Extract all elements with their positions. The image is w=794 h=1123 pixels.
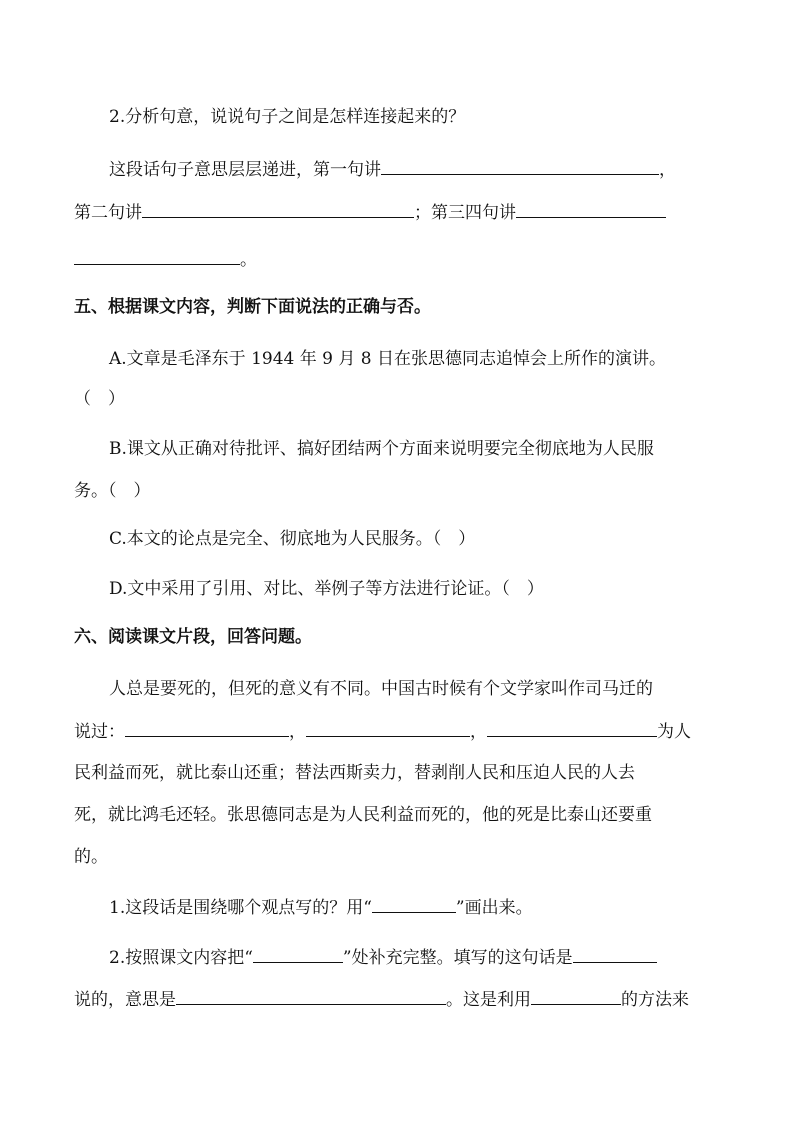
answer-text: ， xyxy=(659,160,676,180)
question-text: 1.这段话是围绕哪个观点写的？用“ xyxy=(109,898,372,918)
passage-text: 死，就比鸿毛还轻。张思德同志是为人民利益而死的，他的死是比泰山还要重 xyxy=(74,805,652,825)
fill-blank[interactable] xyxy=(531,988,621,1005)
statement-b xyxy=(109,438,794,460)
passage-line-2 xyxy=(74,720,794,743)
passage-text: 民利益而死，就比泰山还重；替法西斯卖力，替剥削人民和压迫人民的人去 xyxy=(74,763,635,783)
statement-a-answer xyxy=(74,388,794,410)
question-text: 的方法来 xyxy=(621,990,689,1010)
statement-text: B.课文从正确对待批评、搞好团结两个方面来说明要完全彻底地为人民服 xyxy=(109,439,654,459)
passage-text: 的。 xyxy=(74,847,108,867)
question-2-cont xyxy=(74,988,794,1011)
question-text: ”画出来。 xyxy=(455,898,533,918)
question-text: 2.按照课文内容把“ xyxy=(109,948,253,968)
answer-line-1 xyxy=(109,158,794,181)
fill-blank[interactable] xyxy=(573,946,657,963)
answer-text: 这段话句子意思层层递进，第一句讲 xyxy=(109,160,381,180)
question-text: 说的，意思是 xyxy=(74,990,176,1010)
passage-text: ， xyxy=(470,722,487,742)
passage-line-1 xyxy=(109,678,794,700)
question-2 xyxy=(109,946,794,969)
answer-text: 第二句讲 xyxy=(74,203,142,223)
answer-line-2 xyxy=(74,201,794,224)
question-1 xyxy=(109,896,794,919)
passage-text: 为人 xyxy=(657,722,691,742)
answer-line-3 xyxy=(74,248,794,271)
fill-blank[interactable] xyxy=(142,201,414,218)
fill-blank[interactable] xyxy=(372,896,456,913)
question-text: 。这是利用 xyxy=(446,990,531,1010)
fill-blank[interactable] xyxy=(253,946,343,963)
answer-parentheses[interactable]: （ ） xyxy=(74,389,125,409)
passage-text: 说过： xyxy=(74,722,125,742)
statement-text[interactable]: 务。（ ） xyxy=(74,481,151,501)
passage-line-4 xyxy=(74,804,794,826)
passage-text: 人总是要死的，但死的意义有不同。中国古时候有个文学家叫作司马迁的 xyxy=(109,679,653,699)
fill-blank[interactable] xyxy=(74,248,240,265)
fill-blank[interactable] xyxy=(516,201,666,218)
answer-text: ；第三四句讲 xyxy=(414,203,516,223)
fill-blank[interactable] xyxy=(487,720,657,737)
heading-text: 五、根据课文内容，判断下面说法的正确与否。 xyxy=(74,297,431,317)
passage-line-3 xyxy=(74,762,794,784)
passage-line-5 xyxy=(74,846,794,868)
question-2-prompt xyxy=(109,106,794,128)
section-6-heading xyxy=(74,626,794,648)
section-5-heading xyxy=(74,296,794,318)
fill-blank[interactable] xyxy=(381,158,659,175)
fill-blank[interactable] xyxy=(125,720,289,737)
statement-a xyxy=(109,348,794,370)
statement-text: C.本文的论点是完全、彻底地为人民服务。（ ） xyxy=(109,529,476,549)
statement-b-cont xyxy=(74,480,794,502)
statement-c xyxy=(109,528,794,550)
prompt-text: 2.分析句意，说说句子之间是怎样连接起来的？ xyxy=(109,107,466,127)
statement-d xyxy=(109,578,794,600)
passage-text: ， xyxy=(289,722,306,742)
answer-text: 。 xyxy=(240,250,257,270)
statement-text: A.文章是毛泽东于 1944 年 9 月 8 日在张思德同志追悼会上所作的演讲。 xyxy=(109,349,666,369)
fill-blank[interactable] xyxy=(306,720,470,737)
fill-blank[interactable] xyxy=(176,988,446,1005)
statement-text: D.文中采用了引用、对比、举例子等方法进行论证。（ ） xyxy=(109,579,544,599)
question-text: ”处补充完整。填写的这句话是 xyxy=(342,948,573,968)
heading-text: 六、阅读课文片段，回答问题。 xyxy=(74,627,312,647)
